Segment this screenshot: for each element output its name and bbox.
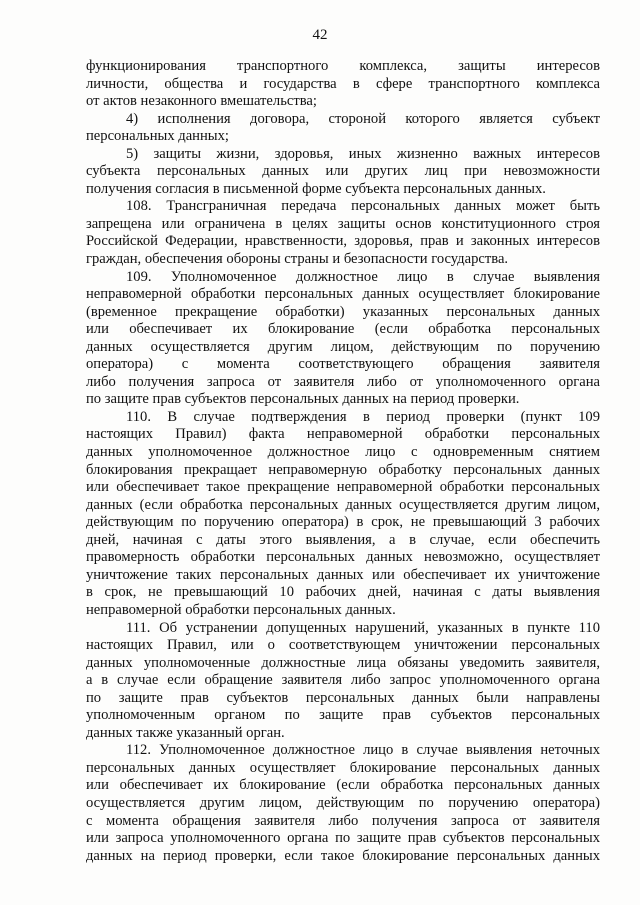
text-line: действующим по поручению оператора) в срок, не превышающий 3 рабочих <box>86 514 600 531</box>
text-line: 111. Об устранении допущенных нарушений, указанных в пункте 110 <box>126 619 600 636</box>
text-line: (временное прекращение обработки) указанных персональных данных <box>86 303 600 320</box>
text-line: Российской Федерации, нравственности, здоровья, прав и законных интересов <box>86 233 600 250</box>
text-line: данных осуществляется другим лицом, действующим по поручению <box>86 338 600 355</box>
text-line: в срок, не превышающий 10 рабочих дней, начиная с даты выявления <box>86 584 600 601</box>
text-line: либо получения запроса от заявителя либо от уполномоченного органа <box>86 373 600 390</box>
text-line: или запроса уполномоченного органа по защите прав субъектов персональных <box>86 830 600 847</box>
text-line: настоящих Правил) факта неправомерной обработки персональных <box>86 426 600 443</box>
text-line: личности, общества и государства в сфере транспортного комплекса <box>86 75 600 92</box>
text-line: по защите прав субъектов персональных данных были направлены <box>86 689 600 706</box>
text-line: оператора) с момента соответствующего обращения заявителя <box>86 356 600 373</box>
text-line: данных также указанный орган. <box>86 724 285 741</box>
text-line: данных (если обработка персональных данных осуществляется другим лицом, <box>86 496 600 513</box>
clause-112 <box>86 742 600 865</box>
text-line: неправомерной обработки персональных данных. <box>86 601 396 618</box>
text-line: осуществляется другим лицом, действующим по поручению оператора) <box>86 794 600 811</box>
clause-109 <box>86 269 600 409</box>
paragraph-continuation <box>86 58 600 111</box>
text-line: 108. Трансграничная передача персональных данных может быть <box>126 198 600 215</box>
text-line: от актов незаконного вмешательства; <box>86 93 317 110</box>
text-line: данных уполномоченное должностное лицо с одновременным снятием <box>86 444 600 461</box>
document-body <box>86 58 600 865</box>
clause-111 <box>86 620 600 743</box>
clause-110 <box>86 409 600 620</box>
text-line: или обеспечивает их блокирование (если обработка персональных <box>86 321 600 338</box>
text-line: или обеспечивает такое прекращение неправомерной обработки персональных <box>86 479 600 496</box>
text-line: с момента обращения заявителя либо получения запроса от заявителя <box>86 812 600 829</box>
clause-108 <box>86 198 600 268</box>
text-line: субъекта персональных данных или других лиц при невозможности <box>86 163 600 180</box>
text-line: персональных данных осуществляет блокирование персональных данных <box>86 759 600 776</box>
text-line: дней, начиная с даты этого выявления, а в случае, если обеспечить <box>86 531 600 548</box>
text-line: 112. Уполномоченное должностное лицо в случае выявления неточных <box>126 742 600 759</box>
text-line: запрещена или ограничена в целях защиты основ конституционного строя <box>86 215 600 232</box>
page-number: 42 <box>312 27 328 43</box>
text-line: неправомерной обработки персональных данных осуществляет блокирование <box>86 286 600 303</box>
text-line: данных уполномоченные должностные лица обязаны уведомить заявителя, <box>86 654 600 671</box>
text-line: а в случае если обращение заявителя либо запрос уполномоченного органа <box>86 672 600 689</box>
text-line: данных на период проверки, если такое блокирование персональных данных <box>86 847 600 864</box>
text-line: или обеспечивает их блокирование (если обработка персональных данных <box>86 777 600 794</box>
text-line: получения согласия в письменной форме субъекта персональных данных. <box>86 180 546 197</box>
text-line: персональных данных; <box>86 128 229 145</box>
text-line: настоящих Правил, или о соответствующем уничтожении персональных <box>86 637 600 654</box>
text-line: функционирования транспортного комплекса, защиты интересов <box>86 58 600 74</box>
text-line: 110. В случае подтверждения в период проверки (пункт 109 <box>126 408 600 425</box>
list-item-5 <box>86 146 600 199</box>
text-line: уполномоченным органом по защите прав субъектов персональных <box>86 707 600 724</box>
text-line: граждан, обеспечения обороны страны и безопасности государства. <box>86 251 509 268</box>
text-line: 4) исполнения договора, стороной которого является субъект <box>126 110 600 127</box>
text-line: правомерность обработки персональных данных невозможно, осуществляет <box>86 549 600 566</box>
text-line: блокирования прекращает неправомерную обработку персональных данных <box>86 461 600 478</box>
text-line: 5) защиты жизни, здоровья, иных жизненно важных интересов <box>126 145 600 162</box>
text-line: уничтожение таких персональных данных или обеспечивает их уничтожение <box>86 566 600 583</box>
text-line: по защите прав субъектов персональных данных на период проверки. <box>86 391 520 408</box>
list-item-4 <box>86 111 600 146</box>
text-line: 109. Уполномоченное должностное лицо в случае выявления <box>126 268 600 285</box>
